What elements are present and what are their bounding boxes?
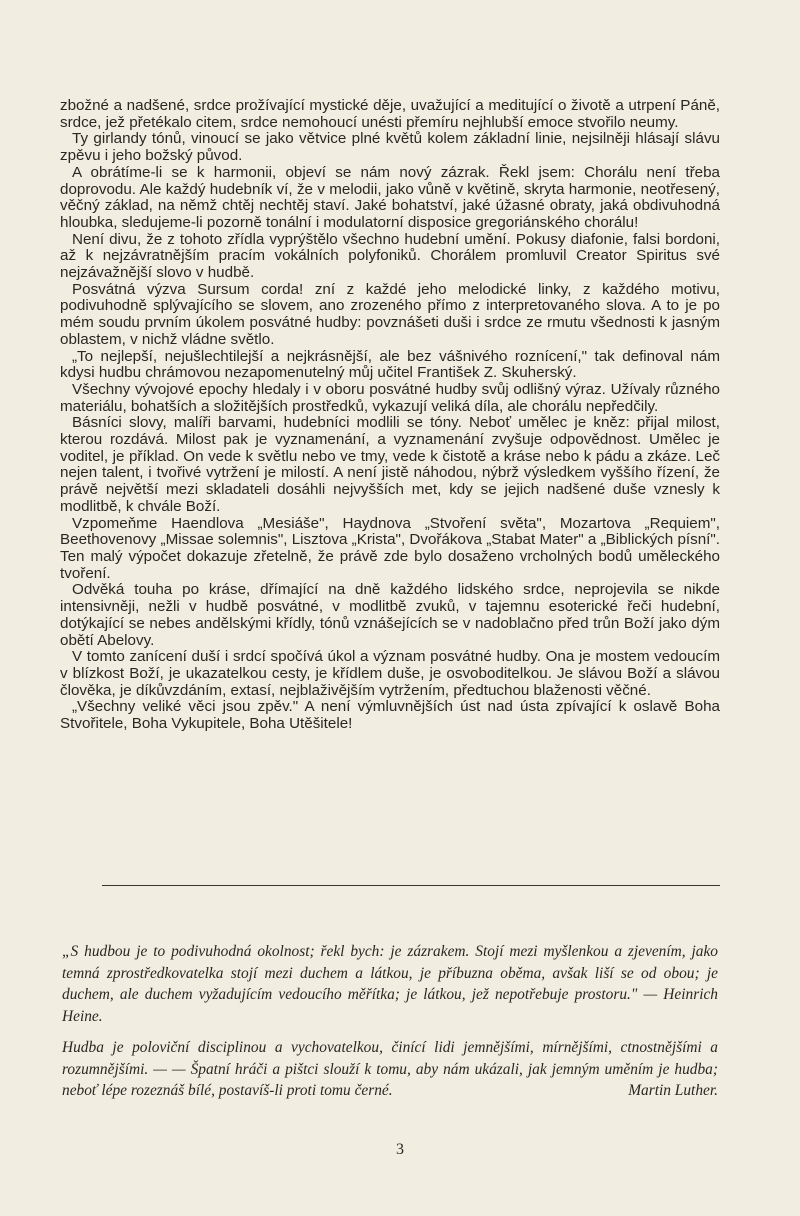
- paragraph-12: „Všechny veliké věci jsou zpěv." A není výmluvnějších úst nad ústa zpívající k oslavě Boha Stvořitele, Boha Vykupitele, Boha Utěšitele!: [60, 698, 720, 733]
- luther-attribution: Martin Luther.: [628, 1082, 718, 1100]
- paragraph-4: Není divu, že z tohoto zřídla vyprýštělo všechno hudební umění. Pokusy diafonie, falsi bordoni, až k nejzávratnějším pracím vokálních polyfoniků. Chorálem promluvil Creator Spiritus své nejzávažnější slovo v hudbě.: [60, 230, 720, 282]
- heine-quote-text: „S hudbou je to podivuhodná okolnost; řekl bych: je zázrakem. Stojí mezi myšlenkou a zjevením, jako temná zprostředkovatelka stojí mezi duchem a látkou, je příbuzna oběma, avšak liší se od obou; je duchem, ale duchem vyžadujícím vedoucího měřítka; je látkou, jež nepotřebuje prostoru." — Heinrich Heine.: [62, 943, 718, 1025]
- paragraph-10: Odvěká touha po kráse, dřímající na dně každého lidského srdce, neprojevila se nikde intensivněji, nežli v hudbě posvátné, v modlitbě zvuků, v tajemnu esoterické řeči hudební, dotýkající se nebes andělskými křídly, tónů vznášejících se v nadoblačno před trůn Boží jako dým obětí Abelovy.: [60, 581, 720, 649]
- paragraph-8: Básníci slovy, malíři barvami, hudebníci modlili se tóny. Neboť umělec je kněz: přijal milost, kterou rozdává. Milost pak je vyznamenání, a vyznamenání zvyšuje odpovědnost. Umělec je voditel, je příklad. On vede k světlu nebo ve tmy, vede k čistotě a kráse nebo k pádu a zkáze. Leč nejen talent, i tvořivé vytržení je milostí. A není jistě náhodou, nýbrž výsledkem vyššího řízení, že právě největší mezi skladateli dosáhli nejvyšších met, kdy se jejich nadšené duše vznesly k modlitbě, k chvále Boží.: [60, 414, 720, 515]
- heine-quote: [62, 941, 718, 1027]
- article-body: [60, 98, 720, 733]
- paragraph-6: „To nejlepší, nejušlechtilejší a nejkrásnější, ale bez vášnivého roznícení," tak definoval nám kdysi hudbu chrámovou nezapomenutelný můj učitel František Z. Skuherský.: [60, 347, 720, 382]
- section-divider: [102, 885, 720, 886]
- paragraph-9: Vzpomeňme Haendlova „Mesiáše", Haydnova „Stvoření světa", Mozartova „Requiem", Beethovenovy „Missae solemnis", Lisztova „Krista", Dvořákova „Stabat Mater" a „Biblických písní". Ten malý výpočet dokazuje zřetelně, že právě zde bylo dosaženo vrcholných bodů uměleckého tvoření.: [60, 514, 720, 582]
- page-number: 3: [396, 1141, 404, 1158]
- paragraph-1: zbožné a nadšené, srdce prožívající mystické děje, uvažující a meditující o životě a utrpení Páně, srdce, jež přetékalo citem, srdce nemohoucí unésti přemíru nejhlubší emoce stvořilo neumy.: [60, 97, 720, 131]
- paragraph-7: Všechny vývojové epochy hledaly i v oboru posvátné hudby svůj odlišný výraz. Užívaly různého materiálu, bohatších a složitějších prostředků, vykazují veliká díla, ale chorálu nepředčily.: [60, 380, 720, 415]
- luther-quote: [62, 1037, 718, 1102]
- paragraph-2: Ty girlandy tónů, vinoucí se jako větvice plné květů kolem základní linie, nejsilněji hlásají slávu zpěvu i jeho božský původ.: [60, 130, 720, 165]
- paragraph-3: A obrátíme-li se k harmonii, objeví se nám nový zázrak. Řekl jsem: Chorálu není třeba doprovodu. Ale každý hudebník ví, že v melodii, jako vůně v květině, skryta harmonie, neotřesený, věčný základ, na němž chtěj nechtěj staví. Jaké bohatství, jaké úžasné obraty, jaká obdivuhodná hloubka, sledujeme-li pozorně tonální i modulatorní disposice gregoriánského chorálu!: [60, 163, 720, 231]
- luther-quote-text: Hudba je poloviční disciplinou a vychovatelkou, činící lidi jemnějšími, mírnějšími, ctnostnějšími a rozumnějšími. — — Špatní hráči a pištci slouží k tomu, aby nám ukázali, jak jemným uměním je hudba; neboť lépe rozeznáš bílé, postavíš-li proti tomu černé. Martin Luther.: [62, 1037, 718, 1102]
- paragraph-5: Posvátná výzva Sursum corda! zní z každé jeho melodické linky, z každého motivu, podivuhodně splývajícího se slovem, ano zrozeného přímo z interpretovaného slova. A to je po mém soudu prvním úkolem posvátné hudby: povznášeti duši i srdce ze rmutu všednosti k jasným oblastem, v nichž vládne světlo.: [60, 280, 720, 348]
- paragraph-11: V tomto zanícení duší i srdcí spočívá úkol a význam posvátné hudby. Ona je mostem vedoucím v blízkost Boží, je ukazatelkou cesty, je křídlem duše, je osvoboditelkou. Je slávou Boží a slávou člověka, je díkůvzdáním, extasí, nejblaživějším vytržením, předtuchou blaženosti věčné.: [60, 648, 720, 699]
